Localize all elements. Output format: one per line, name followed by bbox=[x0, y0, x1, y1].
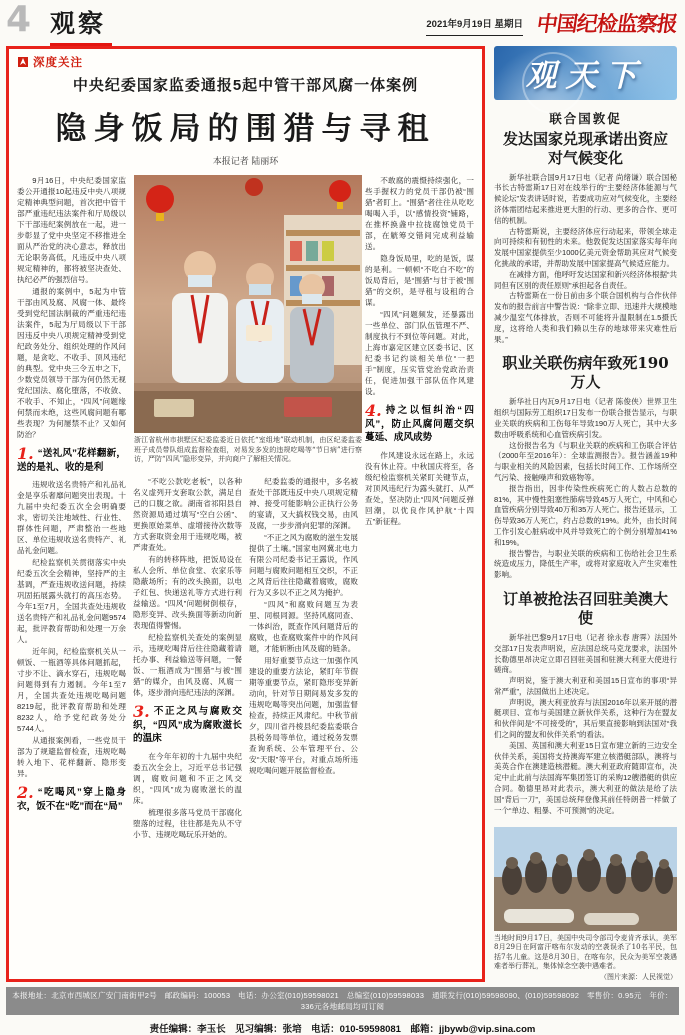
article-paragraph: “四风”问题频发，还暴露出一些单位、部门队伍管理不严、制度执行不到位等问题。对此，上海市嘉定区建立区委书记、区纪委书记约谈相关单位“一把手”制度，压实管党治党政治责任，促进加强干部队伍作风建设。 bbox=[365, 310, 474, 396]
article-subhead: 4. 持之以恒纠治“四风”，防止风腐问题交织蔓延、成风成势 bbox=[365, 401, 474, 443]
article-paragraph: 违规收送名贵特产和礼品礼金是享乐奢靡问题突出表现。十九届中央纪委五次全会明确要求，密切关注地域性、行业性、群体性问题，严肃整治一些地区、单位违规收送名贵特产、礼品礼金问题。 bbox=[17, 480, 126, 555]
article-byline: 本报记者 陆丽环 bbox=[212, 156, 279, 166]
sidebar-article-kicker: 联合国敦促 bbox=[549, 111, 622, 126]
article-paragraph: 梳理很多落马党员干部腐化堕落的过程，往往都是先从不守小节、违规吃喝玩乐开始的。 bbox=[133, 807, 242, 839]
subhead-number: 1. bbox=[17, 444, 34, 463]
main-photo-caption: 浙江省杭州市拱墅区纪委监委近日依托“室组地”联动机制，由区纪委监委班子成员带队组成监督检查组，对易发多发的违规吃喝等“节日病”进行察访，严防“四风”隐形变异，并向商户了解相关情况。 bbox=[134, 436, 362, 464]
sidebar-article-paragraph: 声明说，鉴于澳大利亚和美国15日宣布的事项“异常严重”，法国做出上述决定。 bbox=[494, 676, 677, 696]
article-kicker: 中央纪委国家监委通报5起中管干部风腐一体案例 bbox=[72, 77, 419, 94]
section-title-text: 观察 bbox=[50, 10, 107, 38]
page-number: 4 bbox=[6, 0, 32, 40]
article-paragraph: “不正之风为腐败的滋生发展提供了土壤。”国家电网冀北电力有限公司纪委书记王露说，作风问题与腐败问题相互交织，不正之风背后往往隐藏着腐败，腐败行为又多以不正之风为掩护。 bbox=[249, 533, 358, 597]
main-photo bbox=[134, 175, 362, 473]
sidebar-article bbox=[494, 109, 677, 346]
deep-focus-tag bbox=[17, 54, 474, 70]
article-column bbox=[365, 175, 474, 982]
main-article bbox=[6, 46, 485, 982]
article-body bbox=[17, 175, 474, 982]
article-paragraph: 纪检监察机关贯彻落实中央纪委五次全会精神，坚持严的主基调，严查违规收送问题，持续巩固拓展露头就打的高压态势。今年1至7月，全国共查处违规收送名贵特产和礼品礼金问题9574起，批评教育帮助和处理一万余人。 bbox=[17, 558, 126, 644]
sidebar-article bbox=[494, 590, 677, 817]
sidebar-photo-illustration bbox=[494, 827, 677, 931]
sidebar-article-paragraph: 新华社日内瓦9月17日电（记者 陈俊侠）世界卫生组织与国际劳工组织17日发布一份联合报告显示，与职业关联的疾病和工伤每年导致190万人死亡，其中大多数由呼吸系统和心血管疾病引发。 bbox=[494, 397, 677, 439]
subhead-number: 2. bbox=[17, 783, 34, 802]
header-right bbox=[426, 8, 677, 38]
content-row bbox=[0, 44, 685, 982]
world-watch-banner bbox=[494, 46, 677, 100]
sidebar-article-title: 发达国家兑现承诺出资应对气候变化 bbox=[502, 129, 668, 167]
article-paragraph: 纪委监委的通报中，多名被查处干部既违反中央八项规定精神、接受可能影响公正执行公务的宴请，又大搞权钱交易，由风及腐，一步步滑向犯罪的深渊。 bbox=[249, 477, 358, 530]
sidebar-article-paragraph: 新华社联合国9月17日电（记者 尚绪谦）联合国秘书长古特雷斯17日对在线举行的“主要经济体能源与气候论坛”发表讲话时说，若要成功应对气候变化，主要经济体需团结起来推进更大胆的行动、更多的合作、更可信的机制。 bbox=[494, 172, 677, 225]
footer-editors: 责任编辑：李玉长 见习编辑：张培 电话：010-59598081 邮箱：jjbywb@vip.sina.com bbox=[149, 1024, 536, 1035]
main-photo-illustration bbox=[134, 175, 362, 433]
sidebar-article-paragraph: 这份报告名为《与职业关联的疾病和工伤联合评估（2000年至2016年）：全球监测报告》。报告涵盖19种与职业相关的风险因素，包括长时间工作、工作场所空气污染、接触噪声和致癌物等。 bbox=[494, 440, 677, 482]
article-paragraph: 作风建设永远在路上，永远没有休止符。中秋国庆将至，各级纪检监察机关紧盯关键节点，对顶风违纪行为露头就打、从严查处，坚决防止“四风”问题反弹回潮，以优良作风护航“十四五”新征程。 bbox=[365, 450, 474, 526]
section-title bbox=[50, 4, 112, 48]
sidebar-photo-credit: （图片来源：人民视觉） bbox=[600, 973, 677, 981]
page-header bbox=[0, 0, 685, 44]
sidebar-article-paragraph: 报告指出，因非传染性疾病死亡的人数占总数的81%，其中慢性阻塞性肺病导致45万人死亡，中风和心血管疾病分别导致40万和35万人死亡。报告还显示，工伤导致36万人死亡，约占总数的19%。此外，由长时间工作引发心脏病或中风并导致死亡的个例分别增加41%和19%。 bbox=[494, 483, 677, 547]
sidebar-article-paragraph: 报告警告，与职业关联的疾病和工伤给社会卫生系统造成压力，降低生产率，或将对家庭收入产生灾难性影响。 bbox=[494, 548, 677, 580]
article-subhead: 2. “吃喝风”穿上隐身衣，饭不在“吃”而在“局” bbox=[17, 783, 126, 812]
article-paragraph: 隐身饭局里，吃的是饭，谋的是利。一顿顿“不吃白不吃”的饭局背后，是“围猎”与甘于被“围猎”的交织，是寻租与设租的合谋。 bbox=[365, 254, 474, 307]
masthead: 中国纪检监察报 bbox=[535, 11, 679, 36]
sidebar-article-title: 订单被抢法召回驻美澳大使 bbox=[502, 589, 668, 627]
subhead-number: 4. bbox=[365, 401, 382, 420]
article-paragraph: “不吃公款吃老板”，以各种名义虚列开支套取公款，满足自己的口腹之欲。湖南省祁阳县自然资源局通过填写“空白公函”、更换原始菜单、虚增接待次数等方式套取资金用于违规吃喝，被严肃查处。 bbox=[133, 477, 242, 552]
article-subhead: 1. “送礼风”花样翻新，送的是礼、收的是利 bbox=[17, 444, 126, 473]
sidebar-article-paragraph: 新华社巴黎9月17日电（记者 徐永春 唐霁）法国外交部17日发表声明说，应法国总统马克龙要求，法国外长勒德里昂决定立即召回驻美国和驻澳大利亚大使进行磋商。 bbox=[494, 632, 677, 675]
sidebar-article-paragraph: 古特雷斯在一份日前由多个联合国机构与合作伙伴发布的报告前言中警告说：“除非立即、迅速并大规模地减少温室气体排放，否则不可能将升温限制在1.5摄氏度，这将给人类和我们赖以生存的地球带来灾难性后果。” bbox=[494, 291, 677, 344]
sidebar-article-paragraph: 在减排方面，他呼吁发达国家和新兴经济体根据“共同但有区别的责任原则”承担起各自责任。 bbox=[494, 269, 677, 290]
article-paragraph: 在今年年初的十九届中央纪委五次全会上，习近平总书记强调，腐败问题和不正之风交织，“四风”成为腐败滋长的温床。 bbox=[133, 751, 242, 805]
deep-focus-icon bbox=[17, 56, 29, 68]
article-subhead: 3. 不正之风与腐败交织，“四风”成为腐败滋长的温床 bbox=[133, 702, 242, 744]
subhead-number: 3. bbox=[133, 702, 150, 721]
sidebar-article bbox=[494, 354, 677, 581]
article-paragraph: “四风”和腐败问题互为表里、同根同源。坚持风腐同查、一体纠治，既查作风问题背后的腐败，也查腐败案件中的作风问题，才能斩断由风及腐的链条。 bbox=[249, 600, 358, 653]
article-paragraph: 通报的案例中，5起为中管干部由风及腐、风腐一体、最终受到党纪国法制裁的严重违纪违法案件，5起为厅局级以下干部因违反中央八项规定精神受到党纪政务处分、组织处理的作风问题，是贪吃、不收手、顶风违纪的典型。党中央三令五申之下，少数党员领导干部为何仍然无视党纪国法、腐化堕落，不收敛、不收手、不知止，“四风”问题缘何禁而未绝，这些风腐问题有哪些表现？为何屡禁不止？又如何防治？ bbox=[17, 287, 126, 439]
sidebar bbox=[494, 46, 677, 982]
sidebar-article-paragraph: 古特雷斯说，主要经济体应行动起来，带领全球走向可持续和有韧性的未来。他敦促发达国家落实每年向发展中国家提供至少1000亿美元资金帮助其应对气候变化挑战的承诺，并帮助发展中国家提高气候适应能力。 bbox=[494, 226, 677, 268]
article-column bbox=[17, 175, 126, 982]
article-title: 隐身饭局的围猎与寻租 bbox=[55, 111, 436, 147]
sidebar-article-paragraph: 美国、英国和澳大利亚15日宣布建立新的三边安全伙伴关系，美国将支持澳海军建立核潜艇部队，澳将与美英合作在澳建造核潜艇。澳大利亚政府随即宣布，决定中止此前与法国海军集团签订的采购12艘潜艇的供应合同。勒德里昂对此表示，澳大利亚的做法是给了法国“背后一刀”，美国总统拜登像其前任特朗普一样做了一个“单边、粗暴、不可预测”的决定。 bbox=[494, 740, 677, 815]
sidebar-articles bbox=[494, 100, 677, 821]
article-paragraph: 近年间，纪检监察机关从一顿饭、一瓶酒等具体问题抓起，寸步不让、滴水穿石，违规吃喝问题得到有力遏制。今年1至7月，全国共查处违规吃喝问题8219起，批评教育帮助和处理8232人，给予党纪政务处分5744人。 bbox=[17, 647, 126, 733]
deep-focus-label: 深度关注 bbox=[33, 57, 83, 69]
page-date: 2021年9月19日 星期日 bbox=[426, 16, 523, 36]
sidebar-photo bbox=[494, 827, 677, 982]
sidebar-article-title: 职业关联伤病年致死190万人 bbox=[502, 354, 669, 392]
article-paragraph: 不敢腐的震慑持续强化，一些手握权力的党员干部仍被“围猎”者盯上。“围猎”者往往从吃吃喝喝入手，以“感情投资”铺路，在推杯换盏中拉拢腐蚀党员干部，在觥筹交错间完成利益输送。 bbox=[365, 176, 474, 251]
article-paragraph: 用好重要节点这一加强作风建设的重要方法论，紧盯年节假期等重要节点，紧盯隐形变异新动向，针对节日期间易发多发的违规吃喝等突出问题，加强监督检查，持续正风肃纪。中秋节前夕，四川省丹棱县纪委监委联合县税务局等单位，通过税务发票查询系统、公车管理平台、公安“天眼”等平台，对重点场所违规吃喝问题开展监督检查。 bbox=[249, 656, 358, 775]
article-paragraph: 从通报案例看，一些党员干部为了规避监督检查，违规吃喝转入地下、花样翻新、隐形变异。 bbox=[17, 736, 126, 778]
footer-info: 本报地址：北京市西城区广安门南街甲2号 邮政编码：100053 电话：办公室(010)59598021 总编室(010)59598033 通联发行(010)59598090、(010)59598092 零售价：0.95元 年价：336元各地邮局均可订阅 bbox=[6, 987, 679, 1015]
article-paragraph: 9月16日，中央纪委国家监委公开通报10起违反中央八项规定精神典型问题，首次把中管干部严重违纪违法案件和厅局级以下干部违纪案例放在一起，进一步彰显了党中央坚定不移推进全面从严治党的决心意志，释放出无论职务高低，凡违反中央八项规定精神的，都将被坚决查处、执纪必严的强烈信号。 bbox=[17, 176, 126, 284]
sidebar-article-paragraph: 声明说，澳大利亚放弃与法国2016年以来开展的潜艇项目、宣布与美国建立新伙伴关系，这种行为在盟友和伙伴间是“不可接受的”，其后果直接影响到法国对“我们之间的盟友和伙伴关系”的看法。 bbox=[494, 697, 677, 740]
sidebar-photo-caption: 当地时间9月17日，美国中央司令部司令麦肯齐承认，美军8月29日在阿富汗喀布尔发动的空袭误杀了10名平民，包括7名儿童。这是8月30日，在喀布尔，民众为美军空袭遇难者举行葬礼，集体悼念空袭中遇难者。 bbox=[494, 933, 677, 971]
article-paragraph: 有的转移阵地，把饭局设在私人会所、单位食堂、农家乐等隐蔽场所；有的改头换面，以电子红包、快递送礼等方式进行利益输送。“四风”问题树倒根存，隐形变异、改头换面等新动向新表现值得警惕。 bbox=[133, 555, 242, 630]
world-watch-title: 观天下 bbox=[525, 58, 646, 94]
article-paragraph: 纪检监察机关查处的案例显示，违规吃喝背后往往隐藏着请托办事、利益输送等问题，一餐饭、一瓶酒成为“围猎”与被“围猎”的媒介，由风及腐、风腐一体，逐步滑向违纪违法的深渊。 bbox=[133, 633, 242, 697]
